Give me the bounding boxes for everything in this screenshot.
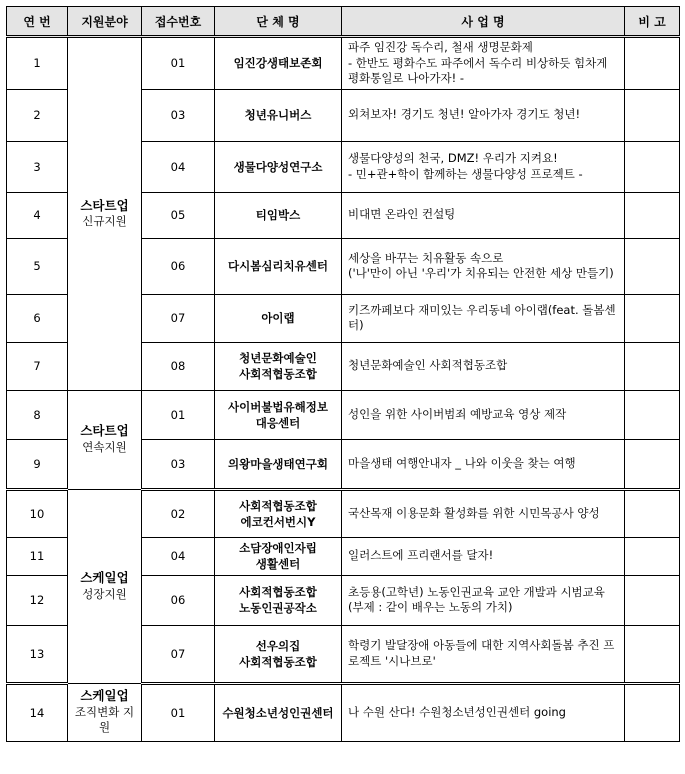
project-line: 파주 임진강 독수리, 철새 생명문화제 xyxy=(348,40,533,54)
category-title: 스타트업 xyxy=(80,423,129,439)
org-line: 사회적협동조합 xyxy=(239,654,317,669)
org-line: 선우의집 xyxy=(255,638,301,653)
row-no: 14 xyxy=(7,683,68,741)
table-row xyxy=(7,390,680,439)
category-sub: 조직변화 지원 xyxy=(74,704,135,735)
row-receipt: 07 xyxy=(142,294,215,342)
row-no: 6 xyxy=(7,294,68,342)
row-org xyxy=(215,625,342,683)
row-org xyxy=(215,489,342,537)
row-org xyxy=(215,141,342,192)
row-no: 10 xyxy=(7,489,68,537)
row-note xyxy=(625,625,680,683)
project-line: 초등용(고학년) 노동인권교육 교안 개발과 시범교육(부제 : 같이 배우는 노동의 가치) xyxy=(348,584,605,615)
project-line: 성인을 위한 사이버범죄 예방교육 영상 제작 xyxy=(348,406,567,421)
row-receipt: 06 xyxy=(142,575,215,625)
row-note xyxy=(625,575,680,625)
row-project xyxy=(342,342,625,390)
row-org xyxy=(215,89,342,141)
org-line: 티임박스 xyxy=(255,208,301,223)
row-receipt: 05 xyxy=(142,192,215,238)
table-row xyxy=(7,683,680,741)
project-line: - 한반도 평화수도 파주에서 독수리 비상하듯 힘차게 평화통일로 나아가자! - xyxy=(348,55,608,86)
row-project xyxy=(342,683,625,741)
table-row xyxy=(7,489,680,537)
header-project: 사 업 명 xyxy=(342,7,625,37)
row-org xyxy=(215,683,342,741)
row-project xyxy=(342,192,625,238)
org-line: 생활센터 xyxy=(255,557,301,572)
row-note xyxy=(625,238,680,294)
row-org xyxy=(215,390,342,439)
project-line: 학령기 발달장애 아동들에 대한 지역사회돌봄 추진 프로젝트 '시나브로' xyxy=(348,638,615,668)
header-field: 지원분야 xyxy=(68,7,142,37)
header-org: 단 체 명 xyxy=(215,7,342,37)
row-note xyxy=(625,489,680,537)
row-receipt: 04 xyxy=(142,141,215,192)
category-title: 스타트업 xyxy=(80,197,129,213)
category-sub: 신규지원 xyxy=(82,214,127,229)
project-line: - 민+관+학이 함께하는 생물다양성 프로젝트 - xyxy=(348,166,583,181)
project-line: 키즈까페보다 재미있는 우리동네 아이랩(feat. 돌봄센터) xyxy=(348,302,616,333)
project-line: 국산목재 이용문화 활성화를 위한 시민목공사 양성 xyxy=(348,505,600,520)
category-scaleup-org-change xyxy=(68,683,142,741)
category-startup-new xyxy=(68,37,142,391)
org-line: 소담장애인자립 xyxy=(239,541,317,556)
org-line: 에코컨서번시Y xyxy=(240,514,316,529)
header-note: 비 고 xyxy=(625,7,680,37)
org-line: 생물다양성연구소 xyxy=(233,159,323,174)
row-note xyxy=(625,683,680,741)
row-project xyxy=(342,390,625,439)
row-no: 12 xyxy=(7,575,68,625)
project-line: 마을생태 여행안내자 _ 나와 이웃을 찾는 여행 xyxy=(348,455,576,470)
project-line: 일러스트에 프리랜서를 달자! xyxy=(348,548,494,563)
row-org xyxy=(215,294,342,342)
org-line: 아이랩 xyxy=(261,311,295,326)
row-note xyxy=(625,294,680,342)
row-org xyxy=(215,192,342,238)
project-line: 청년문화예술인 사회적협동조합 xyxy=(348,358,508,373)
row-org xyxy=(215,342,342,390)
row-project xyxy=(342,537,625,575)
row-no: 11 xyxy=(7,537,68,575)
category-sub: 연속지원 xyxy=(82,440,127,455)
project-line: ('나'만이 아닌 '우리'가 치유되는 안전한 세상 만들기) xyxy=(348,266,614,281)
row-receipt: 01 xyxy=(142,37,215,90)
row-note xyxy=(625,89,680,141)
org-line: 사회적협동조합 xyxy=(239,367,317,382)
row-org xyxy=(215,537,342,575)
category-sub: 성장지원 xyxy=(82,586,127,601)
project-line: 생물다양성의 천국, DMZ! 우리가 지켜요! xyxy=(348,151,558,166)
row-note xyxy=(625,192,680,238)
row-org xyxy=(215,439,342,489)
row-project xyxy=(342,141,625,192)
row-project xyxy=(342,37,625,90)
row-note xyxy=(625,537,680,575)
table-row xyxy=(7,37,680,90)
row-no: 2 xyxy=(7,89,68,141)
row-receipt: 02 xyxy=(142,489,215,537)
category-scaleup-growth xyxy=(68,489,142,683)
row-receipt: 04 xyxy=(142,537,215,575)
row-no: 7 xyxy=(7,342,68,390)
row-receipt: 07 xyxy=(142,625,215,683)
row-receipt: 08 xyxy=(142,342,215,390)
row-no: 3 xyxy=(7,141,68,192)
org-line: 의왕마을생태연구회 xyxy=(228,456,328,471)
row-receipt: 03 xyxy=(142,89,215,141)
org-line: 사이버불법유해정보 xyxy=(228,399,328,414)
header-row xyxy=(7,7,680,37)
row-note xyxy=(625,390,680,439)
support-project-table xyxy=(6,6,680,742)
row-note xyxy=(625,439,680,489)
org-line: 다시봄심리치유센터 xyxy=(228,259,328,274)
org-line: 임진강생태보존회 xyxy=(233,56,323,71)
project-line: 비대면 온라인 컨설팅 xyxy=(348,207,456,222)
row-receipt: 03 xyxy=(142,439,215,489)
row-note xyxy=(625,37,680,90)
row-project xyxy=(342,89,625,141)
org-line: 청년유니버스 xyxy=(244,108,312,123)
org-line: 노동인권공작소 xyxy=(239,601,317,616)
row-no: 1 xyxy=(7,37,68,90)
org-line: 대응센터 xyxy=(255,415,301,430)
org-line: 사회적협동조합 xyxy=(239,498,317,513)
row-note xyxy=(625,141,680,192)
row-project xyxy=(342,294,625,342)
org-line: 사회적협동조합 xyxy=(239,585,317,600)
project-line: 나 수원 산다! 수원청소년성인권센터 going xyxy=(348,704,566,719)
row-receipt: 01 xyxy=(142,390,215,439)
row-no: 4 xyxy=(7,192,68,238)
project-line: 외쳐보자! 경기도 청년! 알아가자 경기도 청년! xyxy=(348,107,581,122)
org-line: 수원청소년성인권센터 xyxy=(222,705,334,720)
row-no: 8 xyxy=(7,390,68,439)
category-title: 스케일업 xyxy=(80,569,129,585)
project-line: 세상을 바꾸는 치유활동 속으로 xyxy=(348,250,504,265)
category-title: 스케일업 xyxy=(80,688,129,704)
row-org xyxy=(215,37,342,90)
row-project xyxy=(342,489,625,537)
row-project xyxy=(342,439,625,489)
row-project xyxy=(342,238,625,294)
row-project xyxy=(342,575,625,625)
header-no: 연 번 xyxy=(7,7,68,37)
row-no: 13 xyxy=(7,625,68,683)
header-receipt: 접수번호 xyxy=(142,7,215,37)
row-receipt: 01 xyxy=(142,683,215,741)
row-project xyxy=(342,625,625,683)
row-note xyxy=(625,342,680,390)
org-line: 청년문화예술인 xyxy=(239,351,317,366)
row-org xyxy=(215,575,342,625)
row-no: 5 xyxy=(7,238,68,294)
row-no: 9 xyxy=(7,439,68,489)
category-startup-continued xyxy=(68,390,142,489)
row-org xyxy=(215,238,342,294)
row-receipt: 06 xyxy=(142,238,215,294)
